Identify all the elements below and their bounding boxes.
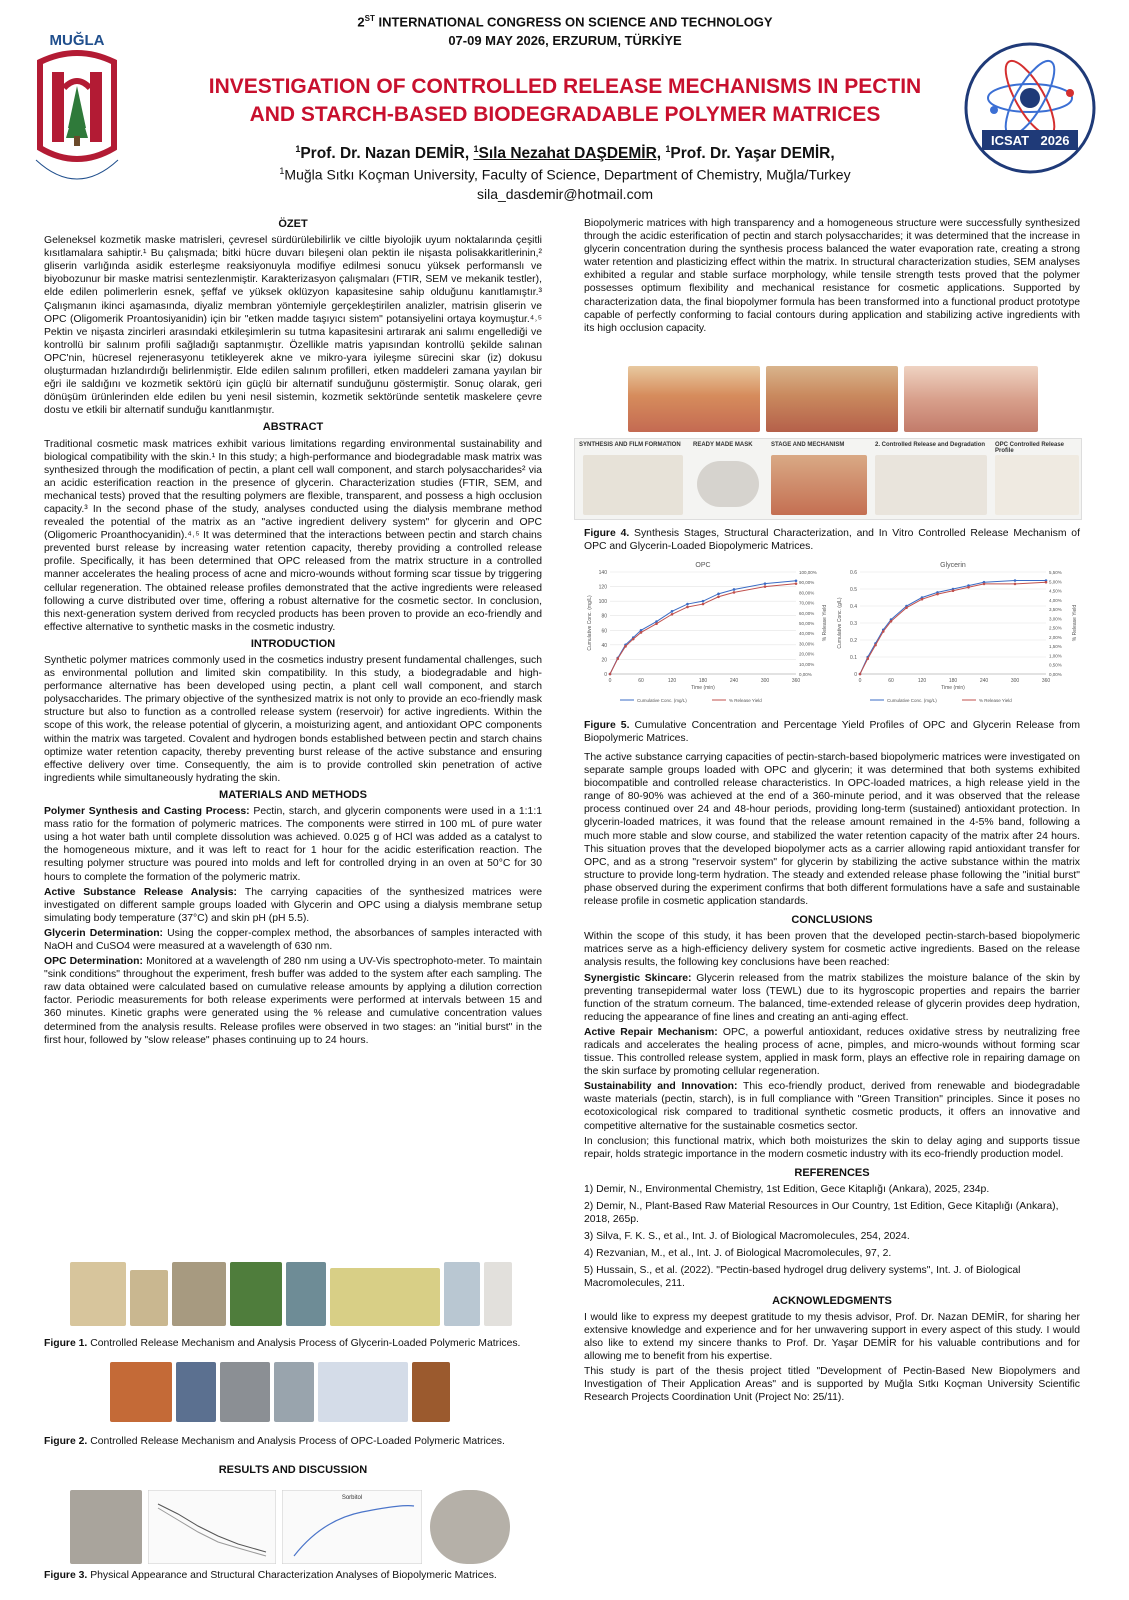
y2-tick-label: 3,50% (1049, 607, 1062, 613)
data-point (795, 579, 798, 582)
conclusion-closing: In conclusion; this functional matrix, which both moisturizes the skin to delay aging and supports tissue repair, holds strategic importance in the modern cosmetic industry with its eco-friendly production model. (584, 1135, 1080, 1160)
reference-item: 2) Demir, N., Plant-Based Raw Material Resources in Our Country, 1st Edition, Gece Kitaplığı (Ankara), 2018, 265p. (584, 1201, 1059, 1226)
y-axis-label: Cumulative Conc. (mg/L) (587, 595, 593, 651)
y2-tick-label: 4,50% (1049, 588, 1062, 594)
data-point (632, 638, 635, 641)
figure-3-chart (282, 1490, 422, 1564)
data-point (733, 588, 736, 591)
figure-2-photo (110, 1362, 172, 1422)
data-point (717, 595, 720, 598)
y-tick-label: 80 (601, 613, 607, 620)
reference-item: 4) Rezvanian, M., et al., Int. J. of Biological Macromolecules, 97, 2. (584, 1248, 892, 1260)
university-logo (22, 30, 132, 200)
y2-tick-label: 20,00% (799, 651, 815, 657)
data-point (609, 673, 612, 676)
logo-left-text: MUĞLA (49, 32, 105, 49)
figure-4-panel-label: STAGE AND MECHANISM (771, 442, 845, 448)
x-tick-label: 120 (917, 678, 927, 684)
conclusion-synergistic: Synergistic Skincare: Glycerin released from the matrix stabilizes the moisture balance of the skin by preventing transepidermal water loss (TEWL) due to its hygroscopic properties and repairs the barrier function of the stratum corneum. The balanced, time-extended release of glycerin provides deep hydration, reducing the appearance of fine lines and creating an anti-aging effect. (584, 972, 1080, 1023)
chart-title: OPC (695, 562, 711, 569)
data-point (967, 586, 970, 589)
figure-3-images (70, 1490, 510, 1564)
y-tick-label: 0 (854, 672, 857, 678)
y2-axis-label: % Release Yield (1072, 604, 1078, 642)
y2-tick-label: 1,00% (1049, 653, 1062, 659)
reference-item: 5) Hussain, S., et al. (2022). "Pectin-based hydrogel drug delivery systems", Int. J. of Biological Macromolecules, 211. (584, 1265, 1021, 1290)
author-2: Sıla Nezahat DAŞDEMİR, (478, 145, 662, 163)
figure-1-photo (484, 1262, 512, 1326)
figure-4-panel-label: 2. Controlled Release and Degradation (875, 442, 986, 448)
legend-label: Cumulative Conc. (mg/L) (887, 698, 937, 703)
data-point (733, 591, 736, 594)
data-point (921, 598, 924, 601)
y-tick-label: 100 (598, 599, 607, 606)
affiliation: $^1$Muğla Sıtkı Koçman University, Faculty of Science, Department of Chemistry, Muğla/Turkey (279, 166, 851, 183)
figure-1-photo (444, 1262, 480, 1326)
x-tick-label: 180 (948, 678, 958, 684)
y2-tick-label: 3,00% (1049, 616, 1062, 622)
series-line (860, 581, 1046, 675)
data-point (874, 644, 877, 647)
figure-3-photo (430, 1490, 510, 1564)
data-point (882, 630, 885, 633)
figure-1-photo (330, 1268, 440, 1326)
y2-tick-label: 60,00% (799, 610, 815, 616)
x-tick-label: 60 (888, 678, 894, 684)
data-point (640, 631, 643, 634)
y2-tick-label: 0,00% (1049, 672, 1062, 677)
ozet-text: Geleneksel kozmetik maske matrisleri, çevresel sürdürülebilirlik ve ciltle biyolojik uyum noktalarında çeşitli kısıtlamalara sahiptir.¹ Bu çalışmada; bitki hücre duvarı bileşeni olan pektin ile nişasta polisakkaritlerinin,² gliserin varlığında asidik esterleşme reaksiyonuyla modifiye edilmesi sonucu yüksek performanslı ve biyobozunur bir maske matrisi sentezlenmiştir. Karakterizasyon çalışmaları (FTIR, SEM ve mekanik testler), elde edilen polimerlerin esnek, şeffaf ve yüksek oklüzyon kapasitesine sahip olduğunu kanıtlamıştır.³ Çalışmanın ikinci aşamasında, diyaliz membran yöntemiyle gerçekleştirilen analizler, matrisin gliserin ve OPC (Oligomerik Proantosiyanidin) için bir "etken madde taşıyıcı sistem" potansiyelini ortaya koymuştur.⁴˒⁵ Pektin ve nişasta zincirleri arasındaki etkileşimlerin su tutma kapasitesini artırarak ani salımı engellediği ve kontrollü bir salınım profili sağladığı saptanmıştır. Özellikle matris yapısından kontrollü şekilde salınan OPC'nin, hücresel rejenerasyonu tetikleyerek akne ve mikro-yara iyileşme sürecini skar (iz) dokusu oluşturmadan hızlandırdığı belirlenmiştir. Elde edilen salınım profilleri, etken maddeleri zamana yayılan bir eğri ile saldığını ve kozmetik sektörü için güçlü bir alternatif sunduğunu göstermiştir. Sonuç olarak, geri dönüşüm ürünlerinden elde edilen bu yeni nesil sistemin, kozmetik sektöründe sentetik maskelere çevre dostu ve etkili bir alternatif sunduğu kanıtlanmıştır. (44, 235, 542, 417)
data-point (983, 583, 986, 586)
y2-tick-label: 2,00% (1049, 634, 1062, 640)
figure-4-mask-panel (697, 461, 759, 507)
opc-release-chart (584, 558, 830, 708)
legend-label: Cumulative Conc. (mg/L) (637, 698, 687, 703)
acknowledgments-heading: ACKNOWLEDGMENTS (772, 1294, 892, 1307)
data-point (1045, 581, 1048, 584)
abstract-text: Traditional cosmetic mask matrices exhibit various limitations regarding environmental sustainability and biological compatibility with the skin.¹ In this study; a high-performance and biodegradable mask matrix was synthesized through the modification of pectin, a plant cell wall component, and starch polysaccharides² via an acidic esterification reaction in the presence of glycerin. Characterization studies (FTIR, SEM, and mechanical tests) proved that the resulting polymers are flexible, transparent, and possess a high occlusion capacity.³ In the second phase of the study, analyses conducted using the dialysis membrane method revealed the potential of the matrix as an "active ingredient delivery system" for glycerin and OPC (Oligomeric Proanthocyanidin).⁴˒⁵ It was determined that the interactions between pectin and starch chains prevented burst release by increasing water retention capacity, thereby providing a controlled release profile. Specifically, it has been determined that OPC released from the matrix structure in a controlled manner accelerates the healing process of acne and micro-wounds without forming scar tissue by triggering cellular regeneration. The obtained release profiles demonstrated that the active ingredients were released following a curve distributed over time, offering a robust alternative for the cosmetic sector. In conclusion, this next-generation system derived from recycled products has been proven to provide an eco-friendly and effective alternative to synthetic masks in the cosmetic industry. (44, 438, 542, 633)
data-point (952, 589, 955, 592)
y2-tick-label: 100,00% (799, 570, 817, 575)
figure-4-release-panel (875, 455, 987, 515)
poster-title-line-2: AND STARCH-BASED BIODEGRADABLE POLYMER MATRICES (249, 103, 881, 126)
data-point (1014, 579, 1017, 582)
x-tick-label: 240 (979, 678, 989, 684)
results-heading-block (44, 1460, 542, 1480)
conclusions-heading: CONCLUSIONS (791, 914, 873, 927)
figure-4-image (766, 366, 898, 432)
results-heading: RESULTS AND DISCUSSION (218, 1464, 368, 1476)
conclusions-intro: Within the scope of this study, it has been proven that the developed pectin-starch-based biopolymeric matrices serve as a high-efficiency delivery system for cosmetic active ingredients. Based on the release analysis results, the following key conclusions have been reached: (584, 931, 1080, 969)
abstract-heading: ABSTRACT (262, 421, 324, 434)
contact-email: sila_dasdemir@hotmail.com (476, 186, 654, 202)
y-tick-label: 40 (601, 642, 607, 649)
y2-tick-label: 5,00% (1049, 579, 1062, 585)
acknowledgments-funding: This study is part of the thesis project titled "Development of Pectin-Based New Biopolymers and Investigation of Their Application Areas" and is supported by Muğla Sıtkı Koçman University Scientific Research Projects Coordination Unit (Project No: 25/11). (584, 1366, 1080, 1404)
figure-4-skin-images (628, 366, 1038, 432)
data-point (859, 673, 862, 676)
data-point (890, 620, 893, 623)
introduction-heading: INTRODUCTION (250, 637, 336, 650)
figure-4-diagram (574, 438, 1082, 520)
x-tick-label: 0 (608, 678, 612, 684)
x-tick-label: 240 (729, 678, 739, 684)
y-tick-label: 0.4 (850, 604, 857, 610)
references-heading: REFERENCES (794, 1166, 870, 1179)
data-point (624, 645, 627, 648)
figure-4-caption: Figure 4. Synthesis Stages, Structural Characterization, and In Vitro Controlled Release Mechanism of OPC and Glycerin-Loaded Biopolymeric Matrices. (584, 528, 1080, 552)
figure-3-chart-title: Sorbitol (341, 1495, 363, 1501)
figure-1-photo (130, 1270, 168, 1326)
y-tick-label: 20 (601, 657, 607, 664)
discussion-text: The active substance carrying capacities of pectin-starch-based biopolymeric matrices were investigated on separate sample groups loaded with OPC and glycerin; it was determined that both systems exhibited biocompatible and controlled release characteristics. In OPC-loaded matrices, a high release yield in the range of 80-90% was achieved at the end of a 360-minute period, and it was observed that the release process continued over 24 and 48-hour periods, providing long-term (sustained) antioxidant protection. In glycerin-loaded matrices, it was found that the release amount remained in the 4-5% band, following a much more stable and slow course, and stabilized the water retention capacity of the matrix after 24 hours. This situation proves that the developed biopolymer acts as a carrier allowing rapid antioxidant transfer for OPC, and as a strong "reservoir system" for glycerin by stabilizing the active substance within the matrix structure to provide long-term hydration. The steady and extended release phase following the "initial burst" phase observed during the experiment confirms that both different formulations have a safe and sustainable release profile in cosmetic application standards. (584, 752, 1080, 908)
x-tick-label: 180 (698, 678, 708, 684)
glycerin-release-chart (834, 558, 1080, 708)
y2-tick-label: 70,00% (799, 600, 815, 606)
methods-release-analysis: Active Substance Release Analysis: The carrying capacities of the synthesized matrices were investigated on different sample groups loaded with Glycerin and OPC using a dialysis membrane setup simulating body temperature (37°C) and skin pH (pH 5.5). (44, 886, 543, 924)
y2-tick-label: 80,00% (799, 590, 815, 596)
y-tick-label: 60 (601, 628, 607, 635)
y2-axis-label: % Release Yield (822, 604, 828, 642)
figure-2-photo (220, 1362, 270, 1422)
y2-tick-label: 0,50% (1049, 662, 1062, 668)
figure-2-caption: Figure 2. Controlled Release Mechanism and Analysis Process of OPC-Loaded Polymeric Matrices. (44, 1436, 505, 1447)
right-column-bottom: Figure 5. Cumulative Concentration and Percentage Yield Profiles of OPC and Glycerin Release from Biopolymeric Matrices. The active substance carrying capacities of pectin-starch-based biopolymeric matrices were investigated on separate sample groups loaded with OPC and glycerin; it was determined that both systems exhibited biocompatible and controlled release characteristics. In OPC-loaded matrices, a high release yield in the range of 80-90% was achieved at the end of a 360-minute period, and it was observed that the release process continued over 24 and 48-hour periods, providing long-term (sustained) antioxidant protection. In glycerin-loaded matrices, it was found that the release amount remained in the 4-5% band, following a much more stable and slow course, and stabilized the water retention capacity of the matrix after 24 hours. This situation proves that the developed biopolymer acts as a carrier allowing rapid antioxidant transfer for OPC, and as a strong "reservoir system" for glycerin by stabilizing the active substance within the matrix structure to provide long-term hydration. The steady and extended release phase following the "initial burst" phase observed during the experiment confirms that both different formulations have a safe and sustainable release profile in cosmetic application standards. CONCLUSIONS Within the scope of this study, it has been proven that the developed pectin-starch-based biopolymeric matrices serve as a high-efficiency delivery system for cosmetic active ingredients. Based on the release analysis results, the following key conclusions have been reached: Synergistic Skincare: Glycerin released from the matrix stabilizes the moisture balance of the skin by preventing transepidermal water loss (TEWL) due to its hygroscopic properties and repairs the barrier function of the stratum corneum. The balanced, time-extended release of glycerin provides deep hydration, reducing the appearance of fine lines and creating an anti-aging effect. Active Repair Mechanism: OPC, a powerful antioxidant, reduces oxidative stress by neutralizing free radicals and accelerates the healing process of acne, pimples, and micro-wounds without forming scar tissue. This controlled release system, applied in mask form, plays an effective role in repairing damage on the skin surface by promoting cellular regeneration. Sustainability and Innovation: This eco-friendly product, derived from renewable and biodegradable waste materials (pectin, starch), is in full compliance with "Green Transition" principles. Since it poses no ecotoxicological risk compared to traditional synthetic cosmetic products, it offers an innovative and competitive alternative for the sustainable cosmetics sector. In conclusion; this functional matrix, which both moisturizes the skin to delay aging and supports tissue repair, holds strategic importance in the modern cosmetic industry with its eco-friendly production model. REFERENCES 1) Demir, N., Environmental Chemistry, 1st Edition, Gece Kitaplığı (Ankara), 2025, 234p. 2) Demir, N., Plant-Based Raw Material Resources in Our Country, 1st Edition, Gece Kitaplığı (Ankara), 2018, 265p. 3) Silva, F. K. S., et al., Int. J. of Biological Macromolecules, 254, 2024. 4) Rezvanian, M., et al., Int. J. of Biological Macromolecules, 97, 2. 5) Hussain, S., et al. (2022). "Pectin-based hydrogel drug delivery systems", Int. J. of Biological Macromolecules, 211. ACKNOWLEDGMENTS I would like to express my deepest gratitude to my thesis advisor, Prof. Dr. Nazan DEMİR, for sharing her extensive knowledge and experience and for her unwavering support in every aspect of this study. I would also like to extend my sincere thanks to Prof. Dr. Yaşar DEMİR for his valuable contributions and for allowing me to benefit from his expertise. This study is part of the thesis project titled "Development of Pectin-Based New Biopolymers and Investigation of Their Application Areas" and is supported by Muğla Sıtkı Koçman University Scientific Research Projects Coordination Unit (Project No: 25/11). (584, 720, 1081, 1404)
chart-title: Glycerin (940, 562, 966, 569)
data-point (1014, 583, 1017, 586)
congress-name: 2ST INTERNATIONAL CONGRESS ON SCIENCE AND TECHNOLOGY (357, 14, 773, 30)
methods-heading: MATERIALS AND METHODS (219, 788, 367, 801)
y-tick-label: 0.5 (850, 587, 857, 593)
y-tick-label: 140 (598, 570, 607, 576)
figure-2-photo (412, 1362, 450, 1422)
figure-2-photo (176, 1362, 216, 1422)
y2-tick-label: 4,00% (1049, 597, 1062, 603)
data-point (764, 582, 767, 585)
figure-1-photos (70, 1262, 510, 1326)
data-point (686, 603, 689, 606)
figure-3-sem-plot (148, 1490, 276, 1564)
figure-1-photo (286, 1262, 326, 1326)
ozet-heading: ÖZET (278, 218, 308, 230)
y2-tick-label: 2,50% (1049, 625, 1062, 631)
x-tick-label: 360 (1041, 678, 1051, 684)
legend-label: % Release Yield (979, 698, 1012, 703)
x-tick-label: 360 (791, 678, 801, 684)
x-tick-label: 0 (858, 678, 862, 684)
figure-4-image (628, 366, 760, 432)
legend-label: % Release Yield (729, 698, 762, 703)
author-list: $^1$Prof. Dr. Nazan DEMİR, $^1$Sıla Nezahat DAŞDEMİR, $^1$Prof. Dr. Yaşar DEMİR, (295, 144, 835, 163)
figure-3-photo (70, 1490, 142, 1564)
y-tick-label: 0.1 (850, 655, 857, 661)
y2-tick-label: 10,00% (799, 661, 815, 667)
data-point (936, 593, 939, 596)
series-line (610, 584, 796, 674)
data-point (905, 606, 908, 609)
congress-logo (960, 38, 1100, 178)
y-tick-label: 0.2 (850, 638, 857, 644)
author-1: Prof. Dr. Nazan DEMİR, (300, 145, 470, 163)
y-tick-label: 0.6 (850, 570, 857, 576)
conclusion-sustainability: Sustainability and Innovation: This eco-friendly product, derived from renewable and biodegradable waste materials (pectin, starch), is in full compliance with "Green Transition" principles. Since it poses no ecotoxicological risk compared to traditional synthetic cosmetic products, it offers an innovative and competitive alternative for the sustainable cosmetics sector. (584, 1081, 1081, 1132)
data-point (686, 606, 689, 609)
y2-tick-label: 0,00% (799, 672, 812, 677)
figure-3-caption: Figure 3. Physical Appearance and Structural Characterization Analyses of Biopolymeric Matrices. (44, 1570, 497, 1581)
figure-2-photos (110, 1362, 450, 1422)
figure-1-caption: Figure 1. Controlled Release Mechanism and Analysis Process of Glycerin-Loaded Polymeric Matrices. (44, 1338, 521, 1349)
conclusion-repair: Active Repair Mechanism: OPC, a powerful antioxidant, reduces oxidative stress by neutralizing free radicals and accelerates the healing process of acne, pimples, and micro-wounds without forming scar tissue. This controlled release system, applied in mask form, plays an effective role in repairing damage on the skin surface by promoting cellular regeneration. (584, 1026, 1080, 1078)
poster-title-line-1: INVESTIGATION OF CONTROLLED RELEASE MECHANISMS IN PECTIN (208, 75, 922, 98)
figure-4-opc-profile-panel (995, 455, 1079, 515)
figure-4-panel-label: SYNTHESIS AND FILM FORMATION (579, 442, 681, 448)
logo-right-text: ICSAT (990, 133, 1030, 148)
poster-header (0, 0, 1129, 206)
figure-4-panel-label: READY MADE MASK (693, 442, 753, 448)
x-axis-label: Time (min) (941, 685, 965, 691)
figure-4-synthesis-panel (583, 455, 683, 515)
figure-1-photo (230, 1262, 282, 1326)
data-point (702, 603, 705, 606)
data-point (655, 622, 658, 625)
methods-synthesis: Polymer Synthesis and Casting Process: Pectin, starch, and glycerin components were used in a 1:1:1 mass ratio for the formation of polymeric matrices. The components were stirred in 100 mL of pure water using a hot water bath until complete dissolution was achieved. 0.025 g of HCl was added as a catalyst to the homogeneous mixture, and it was left to react for 1 hour for the acidic esterification reaction. The resulting polymer structure was poured into molds and left for controlled drying in an oven at 50°C for 30 hours to complete the formation of the polymeric matrix. (44, 806, 542, 883)
x-axis-label: Time (min) (691, 685, 715, 691)
figure-2-photo (318, 1362, 408, 1422)
series-line (860, 582, 1046, 674)
data-point (671, 613, 674, 616)
figure-4-panel-label: OPC Controlled Release Profile (995, 442, 1065, 454)
reference-item: 3) Silva, F. K. S., et al., Int. J. of Biological Macromolecules, 254, 2024. (584, 1231, 910, 1243)
data-point (616, 657, 619, 660)
introduction-text: Synthetic polymer matrices commonly used in the cosmetics industry present fundamental challenges, such as environmental pollution and limited skin compatibility. In this study, a biodegradable and high-performance alternative has been developed using pectin, a plant cell wall component, and starch polysaccharides. The primary objective of the synthesized matrix is not only to provide an eco-friendly mask structure but also to function as a controlled release system (reservoir) for active ingredients. Within the scope of this work, the release potential of glycerin, a moisturizing agent, and antioxidant OPC components within the matrix was targeted. Covalent and hydrogen bonds established between pectin and starch chains optimize water retention capacity, thereby preventing burst release of the active substance and ensuring effective delivery over time. Consequently, the aim is to provide controlled skin penetration of active ingredients while simultaneously hydrating the skin. (44, 655, 542, 784)
data-point (795, 582, 798, 585)
data-point (764, 585, 767, 588)
y2-tick-label: 40,00% (799, 631, 815, 637)
congress-dates: 07-09 MAY 2026, ERZURUM, TÜRKİYE (448, 33, 682, 48)
y2-tick-label: 1,50% (1049, 644, 1062, 650)
figure-2-photo (274, 1362, 314, 1422)
author-3: Prof. Dr. Yaşar DEMİR, (670, 145, 835, 163)
y-tick-label: 0 (604, 672, 607, 678)
x-tick-label: 60 (638, 678, 644, 684)
y2-tick-label: 30,00% (799, 641, 815, 647)
figure-4-mechanism-panel (771, 455, 867, 515)
data-point (702, 600, 705, 603)
acknowledgments-text: I would like to express my deepest gratitude to my thesis advisor, Prof. Dr. Nazan DEMİR, for sharing her extensive knowledge and experience and for her unwavering support in every aspect of this study. I would also like to extend my sincere thanks to Prof. Dr. Yaşar DEMİR for his valuable contributions and for allowing me to benefit from his expertise. (584, 1311, 1080, 1362)
x-tick-label: 300 (1010, 678, 1020, 684)
logo-right-year: 2026 (1040, 133, 1070, 148)
x-tick-label: 120 (667, 678, 677, 684)
figure-4-image (904, 366, 1038, 432)
y-tick-label: 120 (598, 584, 607, 591)
figure-1-photo (70, 1262, 126, 1326)
y-axis-label: Cumulative Conc. (g/L) (837, 597, 843, 649)
data-point (717, 593, 720, 596)
series-line (610, 581, 796, 674)
y2-tick-label: 5,50% (1049, 570, 1062, 575)
reference-item: 1) Demir, N., Environmental Chemistry, 1st Edition, Gece Kitaplığı (Ankara), 2025, 234p. (584, 1183, 990, 1195)
y2-tick-label: 50,00% (799, 621, 815, 626)
left-column (44, 214, 542, 1049)
methods-glycerin: Glycerin Determination: Using the copper-complex method, the absorbances of samples interacted with NaOH and CuSO4 were measured at a wavelength of 630 nm. (44, 927, 542, 952)
y-tick-label: 0.3 (850, 621, 857, 627)
methods-opc: OPC Determination: Monitored at a wavelength of 280 nm using a UV-Vis spectrophoto-meter. To maintain "sink conditions" throughout the experiment, fresh buffer was added to the system after each sampling. The raw data obtained were calculated based on cumulative release amounts by applying a dilution correction factor. Periodic measurements for both release experiments were performed at intervals between 15 and 360 minutes. Kinetic graphs were generated using the % release and cumulative concentration values determined from the analysis results. Release profiles were observed in two stages: an "initial burst" in the first hour, followed by "slow release" phases continuing up to 24 hours. (44, 956, 542, 1046)
y2-tick-label: 90,00% (799, 580, 815, 586)
figure-1-photo (172, 1262, 226, 1326)
results-intro-text: Biopolymeric matrices with high transparency and a homogeneous structure were successfully synthesized through the acidic esterification of pectin and starch polysaccharides; it was determined that the increase in glycerin concentration during the synthesis process balanced the water evaporation rate, creating a strong water retention and plasticizing effect within the matrix. In structural characterization studies, SEM analyses exhibited a regular and stable surface morphology, while tensile strength tests proved that the polymer possesses optimum flexibility and mechanical resistance for cosmetic applications. Supported by characterization data, the final biopolymer formula has been transformed into a functional product prototype capable of perfectly conforming to facial contours during application and stabilizing active ingredients with its high occlusion capacity. (584, 218, 1080, 334)
right-column-top (584, 217, 1080, 337)
data-point (866, 657, 869, 660)
x-tick-label: 300 (760, 678, 770, 684)
data-point (671, 610, 674, 613)
